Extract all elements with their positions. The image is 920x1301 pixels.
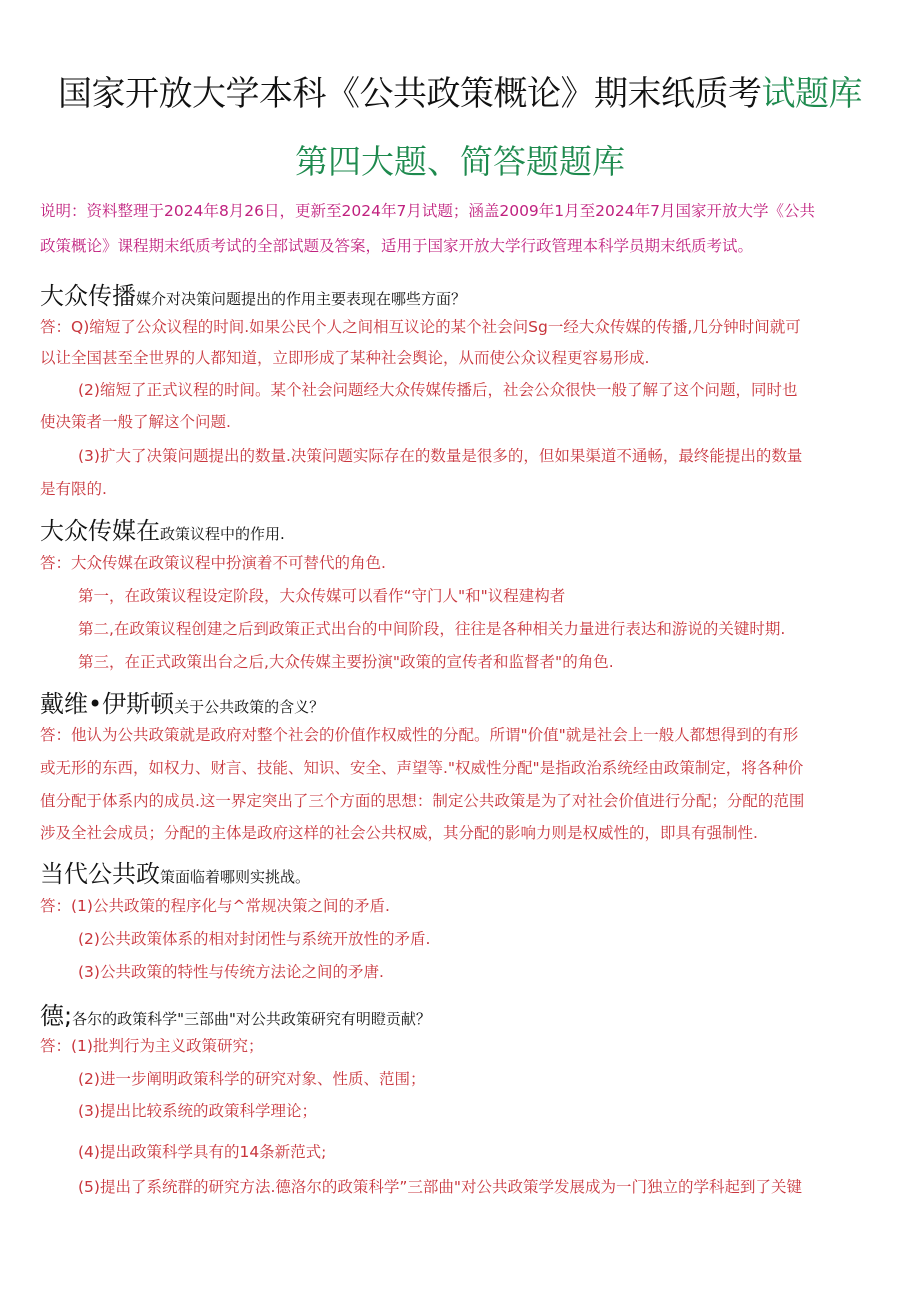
answer-line: 是有限的. bbox=[40, 480, 107, 498]
question-heading-rest: 关于公共政策的含义？ bbox=[174, 698, 325, 716]
answer-line: (5)提出了系统群的研究方法.德洛尔的政策科学”三部曲"对公共政策学发展成为一门独立的学科起到了关键 bbox=[78, 1178, 803, 1196]
question-heading-rest: 策面临着哪则实挑战。 bbox=[160, 868, 311, 886]
answer-line: 第一，在政策议程设定阶段，大众传媒可以看作“守门人"和"议程建构者 bbox=[78, 587, 566, 605]
answer-line: 答：Q)缩短了公众议程的时间.如果公民个人之间相互议论的某个社会问Sg一经大众传媒的传播,几分钟时间就可 bbox=[40, 318, 801, 336]
document-title-highlight: 试题库 bbox=[761, 74, 862, 114]
answer-line: 涉及全社会成员；分配的主体是政府这样的社会公共权威，其分配的影响力则是权威性的，即具有强制性. bbox=[40, 824, 758, 842]
answer-line: 答：(1)公共政策的程序化与^常规决策之间的矛盾. bbox=[40, 897, 390, 915]
answer-line: 第二,在政策议程创建之后到政策正式出台的中间阶段，往往是各种相关力量进行表达和游说的关键时期. bbox=[78, 620, 786, 638]
answer-line: (3)公共政策的特性与传统方法论之间的矛唐. bbox=[78, 963, 384, 981]
question-heading-lead: 大众传播 bbox=[40, 282, 136, 310]
answer-line: (2)进一步阐明政策科学的研究对象、性质、范围； bbox=[78, 1070, 426, 1088]
question-heading-lead: 当代公共政 bbox=[40, 860, 160, 888]
question-heading-rest: 政策议程中的作用. bbox=[160, 525, 285, 543]
question-heading-rest: 各尔的政策科学"三部曲"对公共政策研究有明瞪贡献？ bbox=[72, 1010, 431, 1028]
question-heading-lead: 大众传媒在 bbox=[40, 517, 160, 545]
answer-line: 第三，在正式政策出台之后,大众传媒主要扮演"政策的宣传者和监督者"的角色. bbox=[78, 653, 614, 671]
question-heading-lead: 戴维•伊斯顿 bbox=[40, 690, 175, 718]
question-heading bbox=[40, 996, 882, 1031]
question-heading bbox=[40, 854, 882, 889]
intro-line: 政策概论》课程期末纸质考试的全部试题及答案，适用于国家开放大学行政管理本科学员期末纸质考试。 bbox=[40, 237, 754, 255]
answer-line: 值分配于体系内的成员.这一界定突出了三个方面的思想：制定公共政策是为了对社会价值进行分配；分配的范围 bbox=[40, 792, 805, 810]
answer-line: 以让全国甚至全世界的人都知道，立即形成了某种社会舆论，从而使公众议程更容易形成. bbox=[40, 349, 650, 367]
document-title-main: 国家开放大学本科《公共政策概论》期末纸质考 bbox=[58, 74, 762, 114]
question-heading bbox=[40, 684, 882, 719]
question-heading-lead: 德; bbox=[40, 1002, 73, 1030]
answer-line: 或无形的东西，如权力、财言、技能、知识、安全、声望等."权威性分配"是指政治系统经由政策制定，将各种价 bbox=[40, 759, 804, 777]
answer-line: 使决策者一般了解这个问题. bbox=[40, 413, 231, 431]
intro-line: 说明：资料整理于2024年8月26日，更新至2024年7月试题；涵盖2009年1月至2024年7月国家开放大学《公共 bbox=[40, 202, 815, 220]
document-title bbox=[0, 66, 920, 115]
answer-line: (3)扩大了决策问题提出的数量.决策问题实际存在的数量是很多的，但如果渠道不通畅，最终能提出的数量 bbox=[78, 447, 803, 465]
question-heading-rest: 媒介对决策问题提出的作用主要表现在哪些方面？ bbox=[136, 290, 467, 308]
question-heading bbox=[40, 511, 882, 546]
answer-line: (2)缩短了正式议程的时间。某个社会问题经大众传媒传播后，社会公众很快一般了解了这个问题，同时也 bbox=[78, 381, 798, 399]
answer-line: (4)提出政策科学具有的14条新范式; bbox=[78, 1143, 327, 1161]
answer-line: 答：(1)批判行为主义政策研究； bbox=[40, 1037, 264, 1055]
answer-line: 答：他认为公共政策就是政府对整个社会的价值作权威性的分配。所谓"价值"就是社会上一般人都想得到的有形 bbox=[40, 726, 799, 744]
answer-line: (2)公共政策体系的相对封闭性与系统开放性的矛盾. bbox=[78, 930, 431, 948]
answer-line: (3)提出比较系统的政策科学理论； bbox=[78, 1102, 317, 1120]
answer-line: 答：大众传媒在政策议程中扮演着不可替代的角色. bbox=[40, 554, 386, 572]
question-heading bbox=[40, 276, 882, 311]
section-title: 第四大题、简答题题库 bbox=[295, 142, 625, 181]
